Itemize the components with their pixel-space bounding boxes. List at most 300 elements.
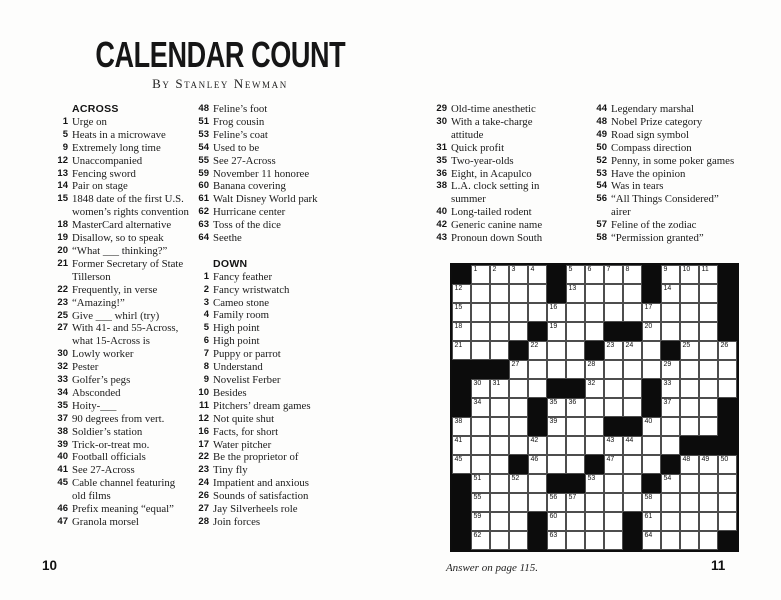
- clue: [53, 477, 205, 503]
- clue-text: Road sign symbol: [611, 128, 689, 141]
- clue-text: Heats in a microwave: [72, 128, 166, 141]
- clue-text: Trick-or-treat mo.: [72, 438, 150, 451]
- clue-text: Besides: [213, 386, 247, 399]
- clue: [194, 516, 346, 529]
- clue-number: 27: [198, 503, 209, 515]
- clue-list-header: ACROSS: [72, 103, 119, 115]
- grid-cell: [680, 265, 699, 284]
- grid-cell: [623, 379, 642, 398]
- clue-number: 53: [198, 128, 209, 140]
- clue-text: Fancy feather: [213, 270, 273, 283]
- grid-cell: [699, 493, 718, 512]
- clue: [592, 142, 764, 155]
- clue: [432, 180, 572, 206]
- clue-number: 20: [57, 244, 68, 256]
- grid-cell: [528, 455, 547, 474]
- clue-text: 90 degrees from vert.: [72, 412, 165, 425]
- clue-number: 6: [203, 335, 209, 347]
- grid-cell-black: [642, 379, 661, 398]
- clue-text: Hurricane center: [213, 206, 286, 219]
- clue-text: Feline’s coat: [213, 128, 268, 141]
- grid-cell: [680, 398, 699, 417]
- clue-number: 50: [596, 141, 607, 153]
- grid-cell-black: [718, 398, 737, 417]
- clue: [53, 219, 205, 232]
- grid-cell: [661, 474, 680, 493]
- grid-cell-number: 45: [454, 456, 463, 463]
- clue: [194, 297, 346, 310]
- clue-number: 19: [57, 232, 68, 244]
- grid-cell: [680, 303, 699, 322]
- clue-list-spacer: [194, 245, 346, 258]
- clue-text: Pitchers’ dream games: [213, 399, 311, 412]
- grid-cell: [623, 455, 642, 474]
- clue-text: See 27-Across: [213, 154, 276, 167]
- grid-cell: [718, 455, 737, 474]
- grid-cell-black: [452, 265, 471, 284]
- clue-number: 26: [198, 490, 209, 502]
- answer-note: Answer on page 115.: [445, 562, 539, 574]
- clue-number: 11: [198, 399, 209, 411]
- grid-cell-black: [566, 474, 585, 493]
- clue-text: Absconded: [72, 386, 121, 399]
- grid-cell: [528, 303, 547, 322]
- grid-cell: [623, 341, 642, 360]
- grid-cell: [490, 398, 509, 417]
- grid-cell: [528, 284, 547, 303]
- clue-text: Disallow, so to speak: [72, 232, 164, 245]
- grid-cell-number: 57: [568, 494, 577, 501]
- clue-text: “Amazing!”: [72, 296, 125, 309]
- clue-number: 8: [203, 361, 209, 373]
- clue: [194, 206, 346, 219]
- clue: [194, 503, 346, 516]
- clue-number: 34: [57, 386, 68, 398]
- clue: [53, 426, 205, 439]
- grid-cell: [585, 303, 604, 322]
- grid-cell-number: 38: [454, 418, 463, 425]
- clue-text: Soldier’s station: [72, 425, 143, 438]
- grid-cell-black: [604, 417, 623, 436]
- clue-number: 33: [57, 374, 68, 386]
- clue-number: 27: [57, 322, 68, 334]
- clue: [53, 193, 205, 219]
- clue-text: See 27-Across: [72, 464, 135, 477]
- grid-cell: [661, 436, 680, 455]
- grid-cell: [642, 531, 661, 550]
- grid-cell-number: 24: [625, 342, 634, 349]
- grid-cell-black: [623, 417, 642, 436]
- grid-cell-number: 62: [473, 532, 482, 539]
- clue: [53, 142, 205, 155]
- grid-cell-black: [623, 322, 642, 341]
- clue-number: 46: [57, 503, 68, 515]
- clue-text: Understand: [213, 361, 263, 374]
- grid-cell-number: 8: [625, 266, 630, 273]
- grid-cell: [642, 303, 661, 322]
- clue-number: 17: [198, 438, 209, 450]
- page-number-left: 10: [42, 558, 58, 573]
- grid-cell-number: 58: [644, 494, 653, 501]
- grid-cell-number: 30: [473, 380, 482, 387]
- grid-cell: [490, 493, 509, 512]
- grid-cell: [680, 341, 699, 360]
- clue: [432, 219, 572, 232]
- grid-cell: [528, 436, 547, 455]
- grid-cell: [471, 436, 490, 455]
- grid-cell-number: 54: [663, 475, 672, 482]
- clue: [592, 219, 764, 232]
- clue: [432, 206, 572, 219]
- grid-cell: [471, 341, 490, 360]
- grid-cell-number: 34: [473, 399, 482, 406]
- clue: [53, 129, 205, 142]
- clue: [592, 232, 764, 245]
- grid-cell: [528, 360, 547, 379]
- grid-cell-number: 10: [682, 266, 691, 273]
- clue-number: 12: [57, 154, 68, 166]
- clue-number: 4: [203, 309, 209, 321]
- grid-cell-number: 39: [549, 418, 558, 425]
- clue-number: 60: [198, 180, 209, 192]
- grid-cell-number: 11: [701, 266, 709, 273]
- clue-number: 35: [57, 399, 68, 411]
- clue-list-header: DOWN: [213, 257, 248, 270]
- clue-text: Puppy or parrot: [213, 348, 281, 361]
- clue-text: Long-tailed rodent: [451, 206, 532, 219]
- clue-text: Quick profit: [451, 141, 505, 154]
- grid-cell: [509, 493, 528, 512]
- clue-text: “What ___ thinking?”: [72, 244, 168, 257]
- grid-cell-number: 35: [549, 399, 558, 406]
- grid-cell: [680, 379, 699, 398]
- clue-number: 51: [198, 115, 209, 127]
- clue: [194, 361, 346, 374]
- grid-cell-black: [623, 512, 642, 531]
- grid-cell: [661, 360, 680, 379]
- grid-cell: [699, 360, 718, 379]
- clue-number: 14: [57, 180, 68, 192]
- grid-cell: [585, 493, 604, 512]
- grid-cell: [509, 436, 528, 455]
- grid-cell: [585, 436, 604, 455]
- grid-cell-black: [509, 455, 528, 474]
- clue: [194, 374, 346, 387]
- clue-text: Football officials: [72, 451, 146, 464]
- grid-cell-black: [718, 531, 737, 550]
- grid-cell: [547, 303, 566, 322]
- clue: [194, 400, 346, 413]
- grid-cell-number: 42: [530, 437, 539, 444]
- grid-cell-number: 18: [454, 323, 463, 330]
- grid-cell: [471, 474, 490, 493]
- clue-number: 48: [198, 103, 209, 114]
- clue-text: Water pitcher: [213, 438, 272, 451]
- grid-cell: [623, 284, 642, 303]
- clue-number: 42: [436, 219, 447, 231]
- clue-number: 48: [596, 115, 607, 127]
- clue-text: Prefix meaning “equal”: [72, 503, 174, 516]
- grid-cell-number: 43: [606, 437, 615, 444]
- grid-cell: [604, 398, 623, 417]
- clue-text: Not quite shut: [213, 412, 275, 425]
- grid-cell-number: 15: [454, 304, 463, 311]
- grid-cell: [699, 341, 718, 360]
- grid-cell: [509, 417, 528, 436]
- grid-cell: [490, 512, 509, 531]
- grid-cell: [699, 512, 718, 531]
- clue-number: 58: [596, 232, 607, 244]
- clue: [194, 142, 346, 155]
- clue: [194, 103, 346, 116]
- clue-number: 55: [198, 154, 209, 166]
- grid-cell: [471, 284, 490, 303]
- clue: [53, 361, 205, 374]
- grid-cell: [452, 455, 471, 474]
- grid-cell-black: [718, 322, 737, 341]
- grid-cell-black: [604, 322, 623, 341]
- grid-cell-number: 2: [492, 266, 497, 273]
- clue: [194, 387, 346, 400]
- grid-cell: [661, 322, 680, 341]
- clue-number: 44: [596, 103, 607, 114]
- grid-cell: [452, 341, 471, 360]
- grid-cell-number: 60: [549, 513, 558, 520]
- clue-number: 41: [57, 464, 68, 476]
- grid-cell: [699, 303, 718, 322]
- grid-cell: [718, 341, 737, 360]
- clue-text: High point: [213, 322, 260, 335]
- clue-number: 9: [203, 374, 209, 386]
- grid-cell: [509, 360, 528, 379]
- clue-number: 39: [57, 438, 68, 450]
- clue: [53, 116, 205, 129]
- grid-cell: [623, 436, 642, 455]
- grid-cell-black: [642, 265, 661, 284]
- grid-cell-number: 29: [663, 361, 672, 368]
- grid-cell: [547, 322, 566, 341]
- grid-cell: [642, 512, 661, 531]
- clue-number: 35: [436, 154, 447, 166]
- clue-number: 63: [198, 219, 209, 231]
- grid-cell: [566, 417, 585, 436]
- grid-cell: [490, 341, 509, 360]
- clue-text: Cameo stone: [213, 296, 270, 309]
- clue-number: 54: [198, 141, 209, 153]
- grid-cell-number: 55: [473, 494, 482, 501]
- grid-cell-number: 53: [587, 475, 596, 482]
- clue: [592, 180, 764, 193]
- clue-number: 5: [203, 322, 209, 334]
- clue-text: Seethe: [213, 232, 242, 245]
- clue-text: Have the opinion: [611, 167, 686, 180]
- clue: [194, 451, 346, 464]
- grid-cell: [528, 265, 547, 284]
- grid-cell-number: 9: [663, 266, 668, 273]
- clue: [194, 490, 346, 503]
- clue-text: “Permission granted”: [611, 232, 704, 245]
- grid-cell: [566, 360, 585, 379]
- grid-cell-number: 61: [644, 513, 653, 520]
- clue-column-down-end: [592, 103, 764, 245]
- grid-cell-number: 16: [549, 304, 558, 311]
- grid-cell-number: 50: [720, 456, 729, 463]
- grid-cell-number: 31: [492, 380, 501, 387]
- grid-cell-number: 19: [549, 323, 558, 330]
- grid-cell: [661, 303, 680, 322]
- grid-cell: [680, 474, 699, 493]
- grid-cell: [566, 284, 585, 303]
- grid-cell: [699, 455, 718, 474]
- grid-cell: [661, 379, 680, 398]
- clue-number: 38: [57, 425, 68, 437]
- clue-text: Granola morsel: [72, 516, 139, 528]
- clue-number: 13: [57, 167, 68, 179]
- clue: [194, 309, 346, 322]
- clue-text: Cable channel featuring old films: [72, 477, 176, 503]
- grid-cell-number: 28: [587, 361, 596, 368]
- grid-cell: [528, 341, 547, 360]
- clue-text: Fancy wristwatch: [213, 283, 290, 296]
- grid-cell: [566, 322, 585, 341]
- grid-cell: [699, 284, 718, 303]
- clue-text: Former Secretary of State Tillerson: [72, 257, 184, 283]
- clue-number: 36: [436, 167, 447, 179]
- grid-cell: [509, 398, 528, 417]
- grid-cell: [585, 417, 604, 436]
- grid-cell-number: 6: [587, 266, 592, 273]
- grid-cell: [471, 265, 490, 284]
- grid-cell-number: 44: [625, 437, 634, 444]
- grid-cell-black: [680, 436, 699, 455]
- grid-cell: [661, 417, 680, 436]
- clue-number: 22: [198, 451, 209, 463]
- grid-cell-black: [452, 512, 471, 531]
- clue-number: 40: [436, 206, 447, 218]
- grid-cell-black: [547, 265, 566, 284]
- clue-text: Eight, in Acapulco: [451, 167, 532, 180]
- grid-cell-number: 4: [530, 266, 535, 273]
- clue: [53, 258, 205, 284]
- clue-text: Extremely long time: [72, 141, 161, 154]
- grid-cell: [547, 398, 566, 417]
- grid-cell: [623, 265, 642, 284]
- grid-cell: [452, 322, 471, 341]
- clue-text: Toss of the dice: [213, 219, 281, 232]
- clue: [432, 103, 572, 116]
- grid-cell: [585, 322, 604, 341]
- clue-number: 49: [596, 128, 607, 140]
- clue-text: Feline’s foot: [213, 103, 268, 115]
- grid-cell: [509, 512, 528, 531]
- clue: [194, 232, 346, 245]
- grid-cell: [699, 322, 718, 341]
- grid-cell-black: [528, 531, 547, 550]
- grid-cell: [680, 322, 699, 341]
- grid-cell: [471, 531, 490, 550]
- grid-cell: [642, 417, 661, 436]
- grid-cell: [509, 379, 528, 398]
- grid-cell: [604, 512, 623, 531]
- grid-cell-black: [452, 398, 471, 417]
- grid-cell-black: [566, 379, 585, 398]
- clue: [432, 116, 572, 142]
- clue-text: “All Things Considered” airer: [611, 193, 719, 219]
- grid-cell: [642, 455, 661, 474]
- clue-number: 40: [57, 451, 68, 463]
- grid-cell: [604, 493, 623, 512]
- clue-text: Feline of the zodiac: [611, 219, 697, 232]
- grid-cell: [642, 341, 661, 360]
- grid-cell: [623, 474, 642, 493]
- clue: [53, 516, 205, 529]
- clue-number: 43: [436, 232, 447, 244]
- clue-number: 12: [198, 412, 209, 424]
- page-header: [0, 33, 440, 75]
- grid-cell-black: [490, 360, 509, 379]
- clue: [53, 400, 205, 413]
- grid-cell: [661, 531, 680, 550]
- grid-cell: [471, 455, 490, 474]
- clue-column-down-continued: [432, 103, 572, 245]
- clue-number: 64: [198, 232, 209, 244]
- grid-cell: [604, 436, 623, 455]
- clue: [592, 168, 764, 181]
- clue: [592, 103, 764, 116]
- clue-text: Generic canine name: [451, 219, 543, 232]
- grid-cell-number: 63: [549, 532, 558, 539]
- grid-cell: [604, 531, 623, 550]
- grid-cell-black: [699, 436, 718, 455]
- grid-cell-number: 52: [511, 475, 520, 482]
- grid-cell-number: 17: [644, 304, 653, 311]
- grid-cell-black: [547, 284, 566, 303]
- clue-number: 1: [62, 115, 68, 127]
- grid-cell-number: 51: [473, 475, 482, 482]
- grid-cell: [699, 531, 718, 550]
- clue: [194, 348, 346, 361]
- clue: [592, 155, 764, 168]
- grid-cell: [604, 455, 623, 474]
- grid-cell: [699, 265, 718, 284]
- grid-cell: [490, 265, 509, 284]
- grid-cell: [566, 512, 585, 531]
- clue: [194, 464, 346, 477]
- clue-number: 47: [57, 516, 68, 527]
- clue-text: Nobel Prize category: [611, 115, 703, 128]
- clue: [194, 168, 346, 181]
- clue-number: 31: [436, 141, 447, 153]
- grid-cell: [642, 493, 661, 512]
- grid-cell: [471, 512, 490, 531]
- clue-column-across-down: [194, 103, 346, 529]
- grid-cell-number: 37: [663, 399, 672, 406]
- grid-cell: [604, 474, 623, 493]
- grid-cell-number: 27: [511, 361, 520, 368]
- grid-cell: [680, 455, 699, 474]
- grid-cell: [604, 265, 623, 284]
- grid-cell: [566, 436, 585, 455]
- grid-cell-black: [718, 417, 737, 436]
- clue: [194, 426, 346, 439]
- clue-number: 23: [198, 464, 209, 476]
- crossword-grid: [450, 263, 739, 552]
- grid-cell: [471, 398, 490, 417]
- clue: [194, 322, 346, 335]
- grid-cell-number: 36: [568, 399, 577, 406]
- clue-text: Used to be: [213, 141, 260, 154]
- clue: [194, 284, 346, 297]
